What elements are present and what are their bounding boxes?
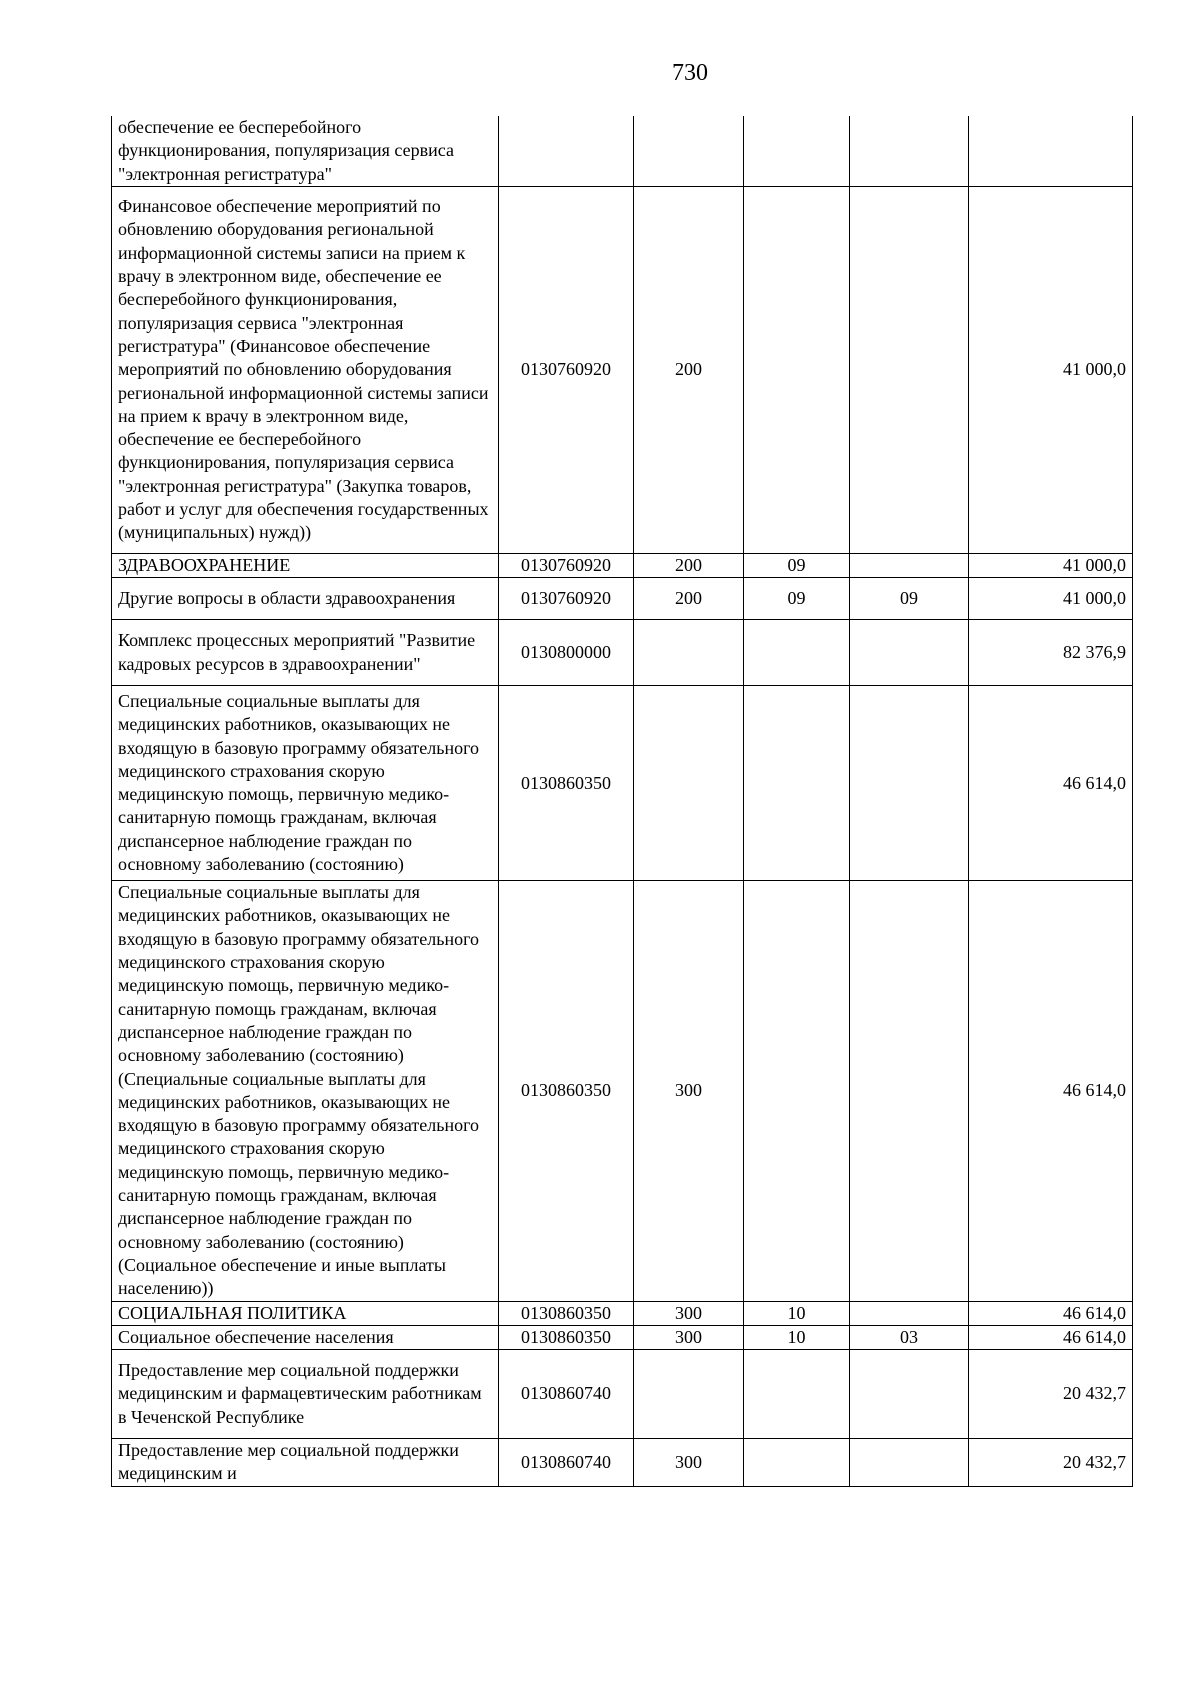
- row-name: Предоставление мер социальной поддержки медицинским и фармацевтическим работникам в Чеченской Республике: [112, 1350, 499, 1439]
- row-subsection: [850, 553, 969, 577]
- row-section: 09: [744, 578, 850, 620]
- row-amount: 46 614,0: [969, 1325, 1133, 1349]
- row-section: [744, 620, 850, 686]
- row-subsection: [850, 686, 969, 881]
- row-amount: 82 376,9: [969, 620, 1133, 686]
- table-row: [112, 1325, 1133, 1349]
- row-subsection: 09: [850, 578, 969, 620]
- row-target-code: 0130760920: [499, 186, 634, 553]
- table-row: [112, 578, 1133, 620]
- budget-table: [111, 116, 1133, 1487]
- table-row: [112, 116, 1133, 186]
- row-amount: [969, 116, 1133, 186]
- table-row: [112, 553, 1133, 577]
- row-expense-kind: 300: [634, 881, 744, 1301]
- row-target-code: 0130860350: [499, 1301, 634, 1325]
- table-row: [112, 881, 1133, 1301]
- row-section: 10: [744, 1325, 850, 1349]
- row-amount: 41 000,0: [969, 186, 1133, 553]
- table-row: [112, 186, 1133, 553]
- row-subsection: 03: [850, 1325, 969, 1349]
- row-expense-kind: [634, 686, 744, 881]
- table-row: [112, 620, 1133, 686]
- row-name: обеспечение ее бесперебойного функционирования, популяризация сервиса "электронная регистратура": [112, 116, 499, 186]
- row-expense-kind: [634, 1350, 744, 1439]
- row-target-code: 0130860350: [499, 1325, 634, 1349]
- table-row: [112, 1301, 1133, 1325]
- row-amount: 41 000,0: [969, 553, 1133, 577]
- row-subsection: [850, 186, 969, 553]
- row-amount: 46 614,0: [969, 1301, 1133, 1325]
- row-expense-kind: 300: [634, 1301, 744, 1325]
- row-subsection: [850, 1301, 969, 1325]
- row-subsection: [850, 881, 969, 1301]
- table-row: [112, 1350, 1133, 1439]
- row-target-code: [499, 116, 634, 186]
- row-section: 09: [744, 553, 850, 577]
- row-amount: 41 000,0: [969, 578, 1133, 620]
- row-expense-kind: 300: [634, 1439, 744, 1487]
- row-amount: 46 614,0: [969, 881, 1133, 1301]
- row-section: [744, 1439, 850, 1487]
- row-section: 10: [744, 1301, 850, 1325]
- row-expense-kind: 300: [634, 1325, 744, 1349]
- row-target-code: 0130800000: [499, 620, 634, 686]
- row-subsection: [850, 116, 969, 186]
- row-target-code: 0130760920: [499, 578, 634, 620]
- row-name: Предоставление мер социальной поддержки медицинским и: [112, 1439, 499, 1487]
- row-target-code: 0130860350: [499, 881, 634, 1301]
- row-section: [744, 686, 850, 881]
- row-subsection: [850, 620, 969, 686]
- row-name: Комплекс процессных мероприятий "Развитие кадровых ресурсов в здравоохранении": [112, 620, 499, 686]
- page-number: 730: [672, 60, 708, 86]
- row-name: Специальные социальные выплаты для медицинских работников, оказывающих не входящую в базовую программу обязательного медицинского страхования скорую медицинскую помощь, первичную медико-санитарную помощь гражданам, включая диспансерное наблюдение граждан по основному заболеванию (состоянию) (Специальные социальные выплаты для медицинских работников, оказывающих не входящую в базовую программу обязательного медицинского страхования скорую медицинскую помощь, первичную медико-санитарную помощь гражданам, включая диспансерное наблюдение граждан по основному заболеванию (состоянию) (Социальное обеспечение и иные выплаты населению)): [112, 881, 499, 1301]
- row-expense-kind: 200: [634, 578, 744, 620]
- row-amount: 20 432,7: [969, 1350, 1133, 1439]
- row-subsection: [850, 1439, 969, 1487]
- row-target-code: 0130860740: [499, 1439, 634, 1487]
- row-amount: 46 614,0: [969, 686, 1133, 881]
- row-section: [744, 881, 850, 1301]
- row-name: Специальные социальные выплаты для медицинских работников, оказывающих не входящую в базовую программу обязательного медицинского страхования скорую медицинскую помощь, первичную медико-санитарную помощь гражданам, включая диспансерное наблюдение граждан по основному заболеванию (состоянию): [112, 686, 499, 881]
- row-section: [744, 1350, 850, 1439]
- row-expense-kind: 200: [634, 553, 744, 577]
- row-expense-kind: [634, 620, 744, 686]
- row-expense-kind: [634, 116, 744, 186]
- row-target-code: 0130860350: [499, 686, 634, 881]
- row-name: Другие вопросы в области здравоохранения: [112, 578, 499, 620]
- table-row: [112, 1439, 1133, 1487]
- table-row: [112, 686, 1133, 881]
- row-amount: 20 432,7: [969, 1439, 1133, 1487]
- row-section: [744, 186, 850, 553]
- row-name: Социальное обеспечение населения: [112, 1325, 499, 1349]
- row-subsection: [850, 1350, 969, 1439]
- row-target-code: 0130860740: [499, 1350, 634, 1439]
- row-name: СОЦИАЛЬНАЯ ПОЛИТИКА: [112, 1301, 499, 1325]
- row-expense-kind: 200: [634, 186, 744, 553]
- row-target-code: 0130760920: [499, 553, 634, 577]
- row-name: ЗДРАВООХРАНЕНИЕ: [112, 553, 499, 577]
- row-name: Финансовое обеспечение мероприятий по обновлению оборудования региональной информационной системы записи на прием к врачу в электронном виде, обеспечение ее бесперебойного функционирования, популяризация сервиса "электронная регистратура" (Финансовое обеспечение мероприятий по обновлению оборудования региональной информационной системы записи на прием к врачу в электронном виде, обеспечение ее бесперебойного функционирования, популяризация сервиса "электронная регистратура" (Закупка товаров, работ и услуг для обеспечения государственных (муниципальных) нужд)): [112, 186, 499, 553]
- budget-table-body: [112, 116, 1133, 1486]
- row-section: [744, 116, 850, 186]
